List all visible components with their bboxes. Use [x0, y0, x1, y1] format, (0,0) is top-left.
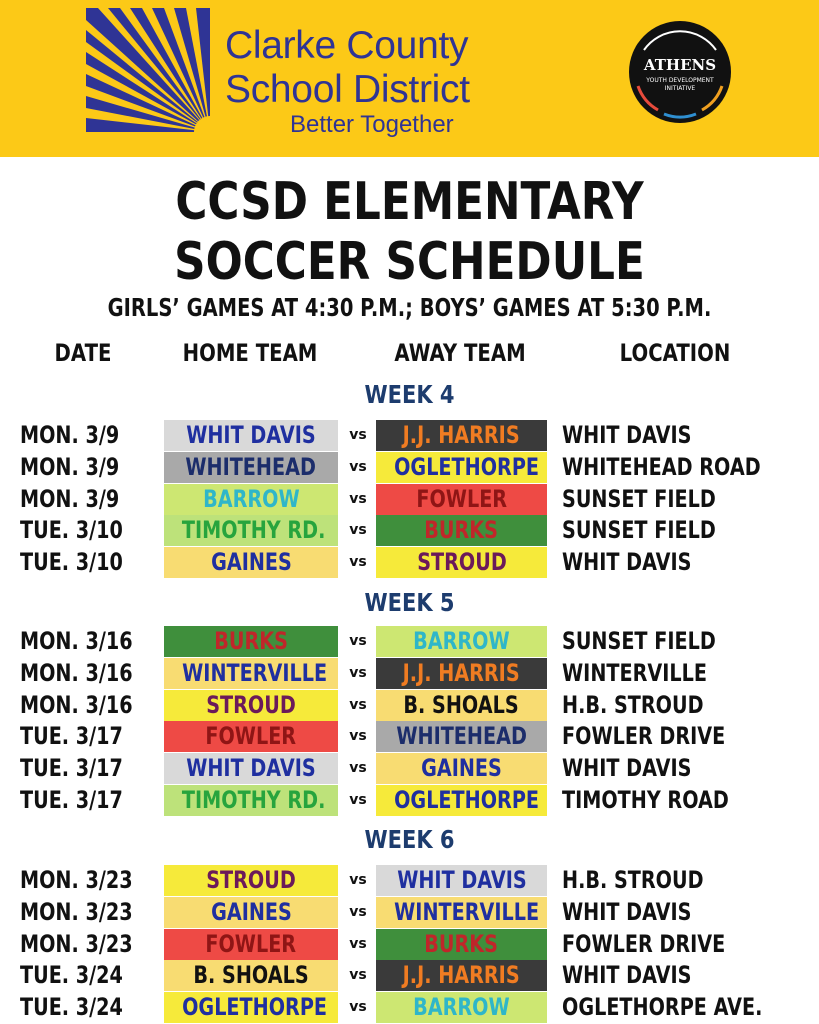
- away-team-name: J.J. HARRIS: [402, 961, 521, 990]
- game-date: TUE. 3/10: [20, 548, 123, 577]
- home-team-name: GAINES: [210, 897, 292, 926]
- badge-title: ATHENS: [643, 56, 717, 74]
- home-team-cell: [164, 547, 338, 578]
- game-row: [0, 929, 819, 960]
- vs-label: vs: [349, 792, 367, 808]
- game-date: MON. 3/23: [20, 866, 133, 894]
- game-date: MON. 3/23: [20, 929, 133, 958]
- game-location: WHIT DAVIS: [562, 897, 692, 926]
- game-location: WHITEHEAD ROAD: [562, 452, 761, 481]
- home-team-cell: [164, 658, 338, 689]
- game-location: WHIT DAVIS: [562, 754, 692, 783]
- game-row: [0, 865, 819, 896]
- vs-label: vs: [349, 728, 367, 745]
- away-team-cell: [376, 658, 547, 689]
- game-date: MON. 3/23: [20, 897, 133, 926]
- game-location: SUNSET FIELD: [562, 516, 716, 545]
- game-date: MON. 3/9: [20, 484, 120, 513]
- home-team-cell: [164, 626, 338, 657]
- away-team-cell: [376, 690, 547, 721]
- home-team-cell: [164, 484, 338, 515]
- athens-youth-badge: [628, 20, 732, 124]
- game-row: [0, 626, 819, 657]
- game-location: TIMOTHY ROAD: [562, 786, 729, 814]
- home-team-cell: [164, 690, 338, 721]
- away-team-cell: [376, 992, 547, 1023]
- tagline: Better Together: [290, 111, 454, 138]
- game-row: [0, 960, 819, 991]
- home-team-name: OGLETHORPE: [182, 993, 328, 1022]
- vs-label: vs: [349, 554, 367, 571]
- away-team-cell: [376, 484, 547, 515]
- home-team-cell: [164, 420, 338, 451]
- away-team-name: BURKS: [424, 929, 499, 958]
- game-date: TUE. 3/10: [20, 516, 123, 545]
- home-team-name: WINTERVILLE: [182, 658, 328, 687]
- column-header-date: DATE: [54, 339, 112, 367]
- away-team-name: J.J. HARRIS: [402, 658, 521, 687]
- game-date: TUE. 3/17: [20, 786, 123, 814]
- home-team-cell: [164, 865, 338, 896]
- game-date: TUE. 3/24: [20, 961, 123, 990]
- game-location: WHIT DAVIS: [562, 961, 692, 990]
- game-row: [0, 690, 819, 721]
- away-team-cell: [376, 420, 547, 451]
- vs-label: vs: [349, 696, 367, 713]
- home-team-name: WHIT DAVIS: [186, 421, 316, 449]
- away-team-cell: [376, 547, 547, 578]
- game-date: TUE. 3/17: [20, 754, 123, 783]
- game-row: [0, 547, 819, 578]
- home-team-cell: [164, 992, 338, 1023]
- away-team-name: BARROW: [413, 627, 510, 655]
- game-times-subtitle: GIRLS’ GAMES AT 4:30 P.M.; BOYS’ GAMES AT 5:30 P.M.: [107, 293, 712, 322]
- game-row: [0, 753, 819, 784]
- game-row: [0, 992, 819, 1023]
- home-team-cell: [164, 785, 338, 816]
- away-team-name: GAINES: [421, 754, 502, 783]
- page-title-line1: CCSD ELEMENTARY: [175, 172, 644, 232]
- home-team-name: STROUD: [206, 690, 296, 719]
- away-team-name: BURKS: [424, 516, 499, 545]
- away-team-cell: [376, 785, 547, 816]
- week-label: WEEK 4: [364, 380, 455, 409]
- game-location: SUNSET FIELD: [562, 627, 716, 655]
- game-row: [0, 897, 819, 928]
- header-banner: [0, 0, 819, 157]
- away-team-cell: [376, 626, 547, 657]
- org-name-line2: School District: [225, 68, 470, 111]
- ccsd-sunburst-logo: [86, 8, 210, 132]
- away-team-cell: [376, 865, 547, 896]
- away-team-name: FOWLER: [416, 484, 507, 513]
- away-team-name: OGLETHORPE: [394, 452, 540, 481]
- game-location: FOWLER DRIVE: [562, 929, 726, 958]
- vs-label: vs: [349, 633, 367, 649]
- badge-line2: INITIATIVE: [664, 85, 696, 92]
- game-location: H.B. STROUD: [562, 866, 704, 894]
- home-team-name: GAINES: [210, 548, 292, 577]
- org-name-line1: Clarke County: [225, 24, 469, 67]
- away-team-name: BARROW: [413, 993, 510, 1022]
- away-team-name: WINTERVILLE: [394, 897, 540, 926]
- week-label: WEEK 6: [364, 825, 455, 854]
- away-team-name: WHIT DAVIS: [396, 866, 527, 894]
- home-team-cell: [164, 452, 338, 483]
- vs-label: vs: [349, 458, 367, 475]
- game-location: SUNSET FIELD: [562, 484, 716, 513]
- home-team-name: TIMOTHY RD.: [181, 786, 326, 814]
- home-team-cell: [164, 897, 338, 928]
- away-team-name: OGLETHORPE: [394, 786, 540, 814]
- home-team-cell: [164, 753, 338, 784]
- week-label: WEEK 5: [364, 588, 455, 617]
- game-location: H.B. STROUD: [562, 690, 704, 719]
- home-team-name: STROUD: [206, 866, 296, 894]
- vs-label: vs: [349, 999, 367, 1016]
- home-team-name: B. SHOALS: [193, 961, 309, 990]
- home-team-name: BARROW: [202, 484, 300, 513]
- vs-label: vs: [349, 935, 367, 952]
- game-location: FOWLER DRIVE: [562, 722, 726, 751]
- game-date: MON. 3/9: [20, 421, 120, 449]
- home-team-cell: [164, 515, 338, 546]
- away-team-cell: [376, 929, 547, 960]
- vs-label: vs: [349, 427, 367, 443]
- game-date: TUE. 3/17: [20, 722, 123, 751]
- home-team-cell: [164, 721, 338, 752]
- vs-label: vs: [349, 490, 367, 507]
- game-date: MON. 3/16: [20, 658, 133, 687]
- home-team-name: WHITEHEAD: [185, 452, 317, 481]
- badge-line1: YOUTH DEVELOPMENT: [646, 77, 714, 84]
- home-team-cell: [164, 960, 338, 991]
- away-team-name: B. SHOALS: [403, 690, 520, 719]
- game-date: MON. 3/9: [20, 452, 120, 481]
- column-header-location: LOCATION: [619, 339, 731, 367]
- home-team-name: BURKS: [214, 627, 288, 655]
- game-row: [0, 785, 819, 816]
- game-row: [0, 452, 819, 483]
- vs-label: vs: [349, 967, 367, 984]
- away-team-name: STROUD: [416, 548, 507, 577]
- home-team-cell: [164, 929, 338, 960]
- vs-label: vs: [349, 664, 367, 681]
- game-location: WINTERVILLE: [562, 658, 707, 687]
- away-team-cell: [376, 960, 547, 991]
- game-row: [0, 515, 819, 546]
- away-team-name: J.J. HARRIS: [402, 421, 521, 449]
- org-name: [225, 24, 470, 112]
- game-location: WHIT DAVIS: [562, 421, 692, 449]
- game-row: [0, 484, 819, 515]
- game-row: [0, 420, 819, 451]
- away-team-cell: [376, 515, 547, 546]
- column-header-away: AWAY TEAM: [394, 339, 526, 367]
- vs-label: vs: [349, 872, 367, 888]
- column-header-home: HOME TEAM: [182, 339, 318, 367]
- game-location: WHIT DAVIS: [562, 548, 692, 577]
- vs-label: vs: [349, 760, 367, 777]
- home-team-name: FOWLER: [205, 929, 297, 958]
- vs-label: vs: [349, 903, 367, 920]
- page-title-line2: SOCCER SCHEDULE: [174, 232, 645, 292]
- game-row: [0, 658, 819, 689]
- game-location: OGLETHORPE AVE.: [562, 993, 763, 1022]
- vs-label: vs: [349, 522, 367, 539]
- away-team-name: WHITEHEAD: [396, 722, 527, 751]
- game-date: TUE. 3/24: [20, 993, 123, 1022]
- home-team-name: WHIT DAVIS: [186, 754, 316, 783]
- game-date: MON. 3/16: [20, 627, 133, 655]
- game-date: MON. 3/16: [20, 690, 133, 719]
- away-team-cell: [376, 452, 547, 483]
- home-team-name: FOWLER: [205, 722, 297, 751]
- game-row: [0, 721, 819, 752]
- away-team-cell: [376, 721, 547, 752]
- away-team-cell: [376, 897, 547, 928]
- away-team-cell: [376, 753, 547, 784]
- home-team-name: TIMOTHY RD.: [181, 516, 326, 545]
